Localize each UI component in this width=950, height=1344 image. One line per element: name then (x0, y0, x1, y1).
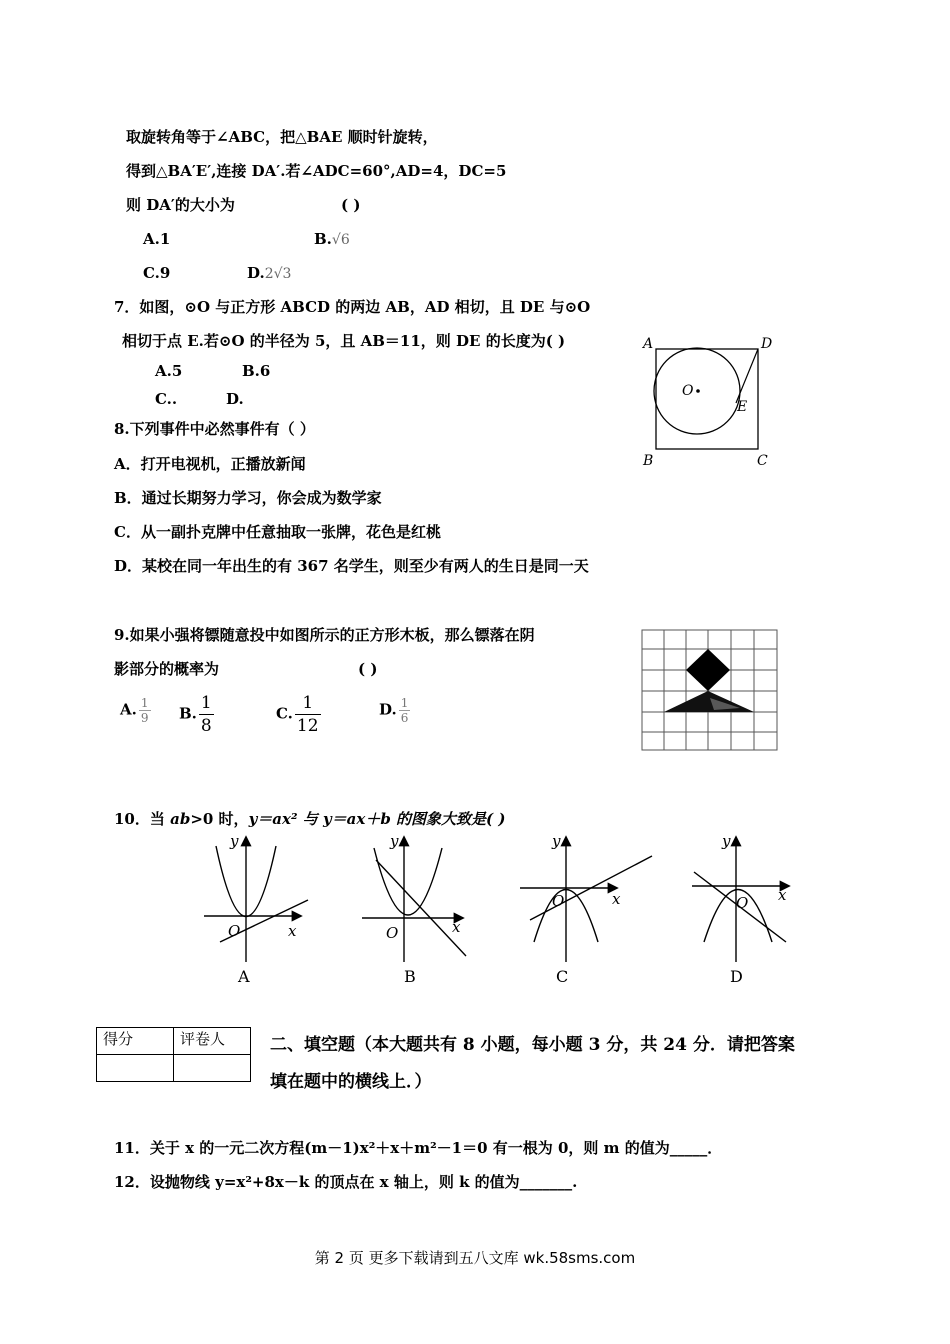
frac-num: 1 (400, 696, 409, 710)
frac-num: 1 (140, 696, 149, 710)
q9-option-c-frac (295, 692, 321, 737)
graph-c-x: x (612, 890, 621, 908)
frac-den: 12 (296, 716, 319, 736)
label-e: E (737, 399, 748, 415)
q8-option-d: D．某校在同一年出生的有 367 名学生，则至少有两人的生日是同一天 (114, 557, 589, 575)
q9-line2: 影部分的概率为 (114, 660, 220, 678)
q8-option-c: C．从一副扑克牌中任意抽取一张牌，花色是红桃 (114, 523, 441, 541)
q7-option-b: B.6 (242, 362, 271, 380)
q9-option-d-frac (399, 696, 411, 725)
q6-paren: ( ) (341, 196, 361, 214)
q10-stem-c: y＝ax² 与 y＝ax＋b 的图象大致是( ) (248, 810, 506, 828)
q10-stem-a: 10．当 (114, 810, 171, 828)
graph-d-y: y (722, 832, 731, 850)
q7-option-a: A.5 (155, 362, 183, 380)
q9-paren: ( ) (358, 660, 378, 678)
q10-stem-b: >0 时， (190, 810, 249, 828)
q6-option-b-label: B. (314, 230, 332, 248)
q7-line2: 相切于点 E.若⊙O 的半径为 5，且 AB＝11，则 DE 的长度为( ) (122, 332, 566, 350)
q9-option-d-label: D. (379, 700, 397, 719)
q7-option-c: C.. (155, 390, 178, 408)
q6-line3: 则 DA′的大小为 (126, 196, 235, 214)
q9-option-c (276, 692, 323, 737)
shaded-diamond (686, 649, 730, 691)
label-b: B (643, 453, 654, 469)
q8-option-b: B．通过长期努力学习，你会成为数学家 (114, 489, 382, 507)
q9-grid-figure (640, 628, 780, 753)
q6-option-b-value: √6 (331, 232, 350, 248)
q8-stem: 8.下列事件中必然事件有（ ） (114, 420, 315, 438)
q9-option-a-frac (139, 696, 151, 725)
q9-option-b (179, 692, 216, 737)
frac-num: 1 (295, 692, 321, 715)
q9-line1: 9.如果小强将镖随意投中如图所示的正方形木板，那么镖落在阴 (114, 626, 535, 644)
q11: 11．关于 x 的一元二次方程(m－1)x²＋x＋m²－1＝0 有一根为 0，则 m 的值为_____． (114, 1139, 723, 1157)
score-header: 得分 (97, 1028, 174, 1055)
graph-a (204, 838, 308, 962)
q6-line2: 得到△BA′E′,连接 DA′.若∠ADC=60°,AD=4，DC=5 (126, 162, 507, 180)
score-table (96, 1027, 251, 1082)
graph-d-x: x (778, 886, 787, 904)
q10-stem (114, 810, 505, 828)
graph-d-origin: O (736, 894, 749, 912)
shaded-triangle (664, 691, 754, 712)
q12: 12．设抛物线 y=x²+8x－k 的顶点在 x 轴上，则 k 的值为_______. (114, 1173, 578, 1191)
q9-option-a-label: A. (120, 700, 137, 719)
section2-heading-line2: 填在题中的横线上．） (270, 1072, 432, 1092)
q10-graphs (190, 832, 810, 992)
graph-b (362, 838, 466, 962)
q6-option-d (247, 264, 291, 283)
score-cell[interactable] (97, 1055, 174, 1082)
q8-option-a: A．打开电视机，正播放新闻 (114, 455, 306, 473)
q9-option-c-label: C. (276, 704, 293, 723)
section2-heading-line1: 二、填空题（本大题共有 8 小题，每小题 3 分，共 24 分．请把答案 (270, 1035, 795, 1055)
graph-b-y: y (390, 832, 399, 850)
graph-a-x: x (288, 922, 297, 940)
q6-option-a: A.1 (143, 230, 171, 248)
label-o: O (682, 383, 694, 399)
q9-option-b-label: B. (179, 704, 197, 723)
q7-option-d: D. (226, 390, 244, 408)
tangent-de (736, 349, 758, 403)
graph-a-y: y (230, 832, 239, 850)
q6-option-b (314, 230, 350, 249)
graph-a-origin: O (228, 922, 241, 940)
q9-option-d (379, 696, 412, 725)
graph-b-label: B (404, 967, 416, 986)
frac-den: 6 (400, 711, 409, 725)
grader-cell[interactable] (174, 1055, 251, 1082)
label-a: A (643, 336, 654, 352)
graph-a-label: A (238, 967, 250, 986)
q9-option-b-frac (199, 692, 214, 737)
graph-d-label: D (730, 967, 743, 986)
q7-line1: 7．如图，⊙O 与正方形 ABCD 的两边 AB，AD 相切，且 DE 与⊙O (114, 298, 591, 316)
q6-option-c: C.9 (143, 264, 171, 282)
frac-den: 8 (200, 716, 212, 736)
graph-c-label: C (556, 967, 569, 986)
q7-figure (640, 335, 780, 470)
graph-c (520, 838, 652, 962)
graph-b-origin: O (386, 924, 399, 942)
q9-option-a (120, 696, 153, 725)
graph-c-y: y (552, 832, 561, 850)
graph-c-origin: O (552, 892, 565, 910)
frac-den: 9 (140, 711, 149, 725)
q10-stem-ab: ab (170, 810, 191, 828)
frac-num: 1 (200, 693, 212, 713)
q6-option-d-label: D. (247, 264, 265, 282)
label-c: C (757, 453, 768, 469)
graph-b-x: x (452, 918, 461, 936)
q6-option-d-value: 2√3 (264, 266, 292, 282)
page-footer: 第 2 页 更多下载请到五八文库 wk.58sms.com (314, 1249, 636, 1267)
label-d: D (761, 336, 773, 352)
q6-line1: 取旋转角等于∠ABC，把△BAE 顺时针旋转， (126, 128, 438, 146)
center-dot (696, 389, 700, 393)
grader-header: 评卷人 (174, 1028, 251, 1055)
